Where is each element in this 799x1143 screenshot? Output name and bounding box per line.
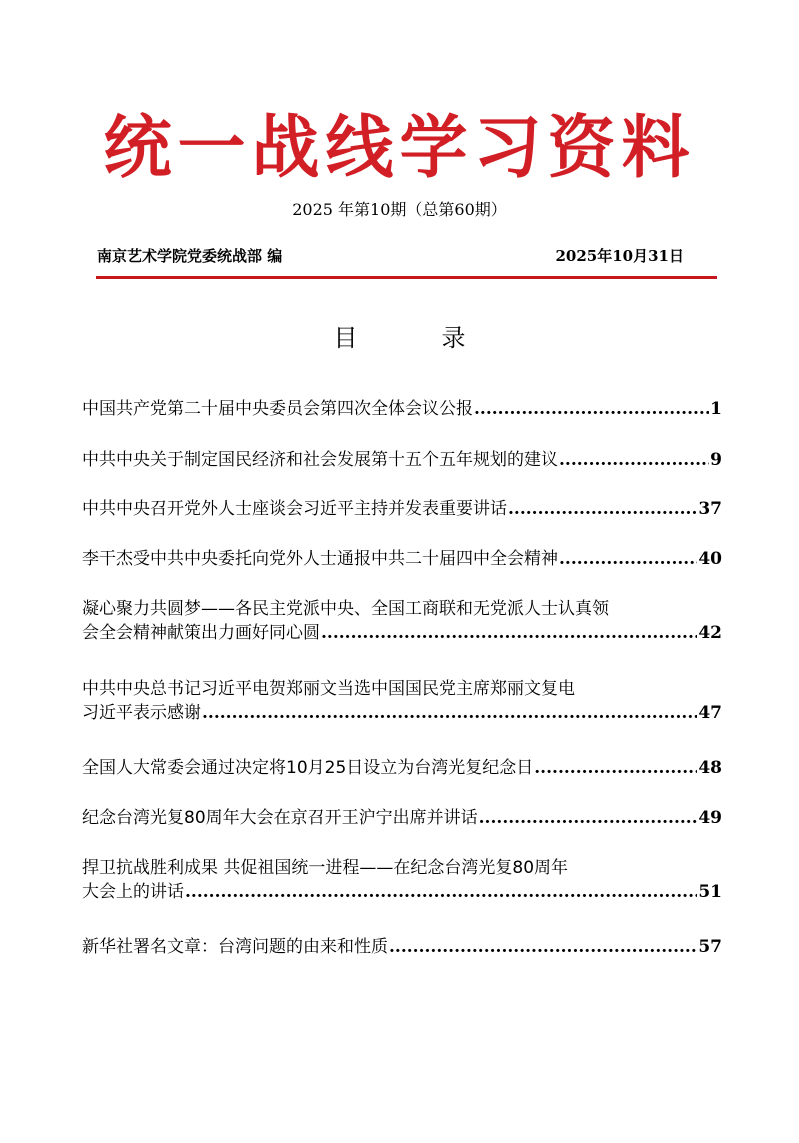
toc-page-number: 47 [698,703,722,723]
toc-entry[interactable] [82,448,722,472]
toc-page-number: 1 [710,399,722,419]
toc-entry-title: 中共中央召开党外人士座谈会习近平主持并发表重要讲话 [82,499,507,519]
toc-page-number: 37 [698,499,722,519]
dot-leader [185,880,697,904]
dot-leader [559,547,697,571]
toc-page-number: 40 [698,549,722,569]
toc-entry[interactable] [82,806,722,830]
toc-page-number: 9 [710,450,722,470]
toc-entry-title: 中国共产党第二十届中央委员会第四次全体会议公报 [82,399,473,419]
toc-page-number: 57 [698,937,722,957]
toc-entry-title: 纪念台湾光复80周年大会在京召开王沪宁出席并讲话 [82,808,478,828]
dot-leader [534,756,697,780]
toc-entry[interactable] [82,597,722,645]
editor-credit: 南京艺术学院党委统战部 编 [97,247,283,265]
toc-page-number: 42 [698,623,722,643]
dot-leader [479,806,698,830]
toc-page-number: 49 [698,808,722,828]
header-rule [96,276,717,279]
dot-leader [559,448,709,472]
toc-entry-title-continued: 会全会精神献策出力画好同心圆 [82,623,320,643]
dot-leader [321,621,697,645]
toc-entry-title: 全国人大常委会通过决定将10月25日设立为台湾光复纪念日 [82,758,534,778]
toc-page-number: 48 [698,758,722,778]
toc-entry-title: 新华社署名文章：台湾问题的由来和性质 [82,937,388,957]
toc-page-number: 51 [698,882,722,902]
toc-entry[interactable] [82,547,722,571]
publication-date: 2025年10月31日 [555,247,684,265]
toc-entry[interactable] [82,935,722,959]
toc-entry-title: 捍卫抗战胜利成果 共促祖国统一进程——在纪念台湾光复80周年 [82,858,569,878]
dot-leader [474,397,709,421]
issue-number: 2025 年第10期（总第60期） [292,200,507,219]
dot-leader [202,701,697,725]
toc-heading: 目 录 [333,324,496,352]
toc-entry-title: 凝心聚力共圆梦——各民主党派中央、全国工商联和无党派人士认真领 [82,599,609,619]
dot-leader [508,497,697,521]
toc-entry-title-continued: 大会上的讲话 [82,882,184,902]
toc-entry-title: 中共中央总书记习近平电贺郑丽文当选中国国民党主席郑丽文复电 [82,679,575,699]
toc-entry[interactable] [82,756,722,780]
masthead-title: 统一战线学习资料 [103,108,696,188]
toc-entry-title-continued: 习近平表示感谢 [82,703,201,723]
toc-entry[interactable] [82,397,722,421]
toc-entry-title: 李干杰受中共中央委托向党外人士通报中共二十届四中全会精神 [82,549,558,569]
toc-entry-title: 中共中央关于制定国民经济和社会发展第十五个五年规划的建议 [82,450,558,470]
toc-entry[interactable] [82,497,722,521]
toc-entry[interactable] [82,856,722,904]
toc-entry[interactable] [82,677,722,725]
dot-leader [389,935,697,959]
